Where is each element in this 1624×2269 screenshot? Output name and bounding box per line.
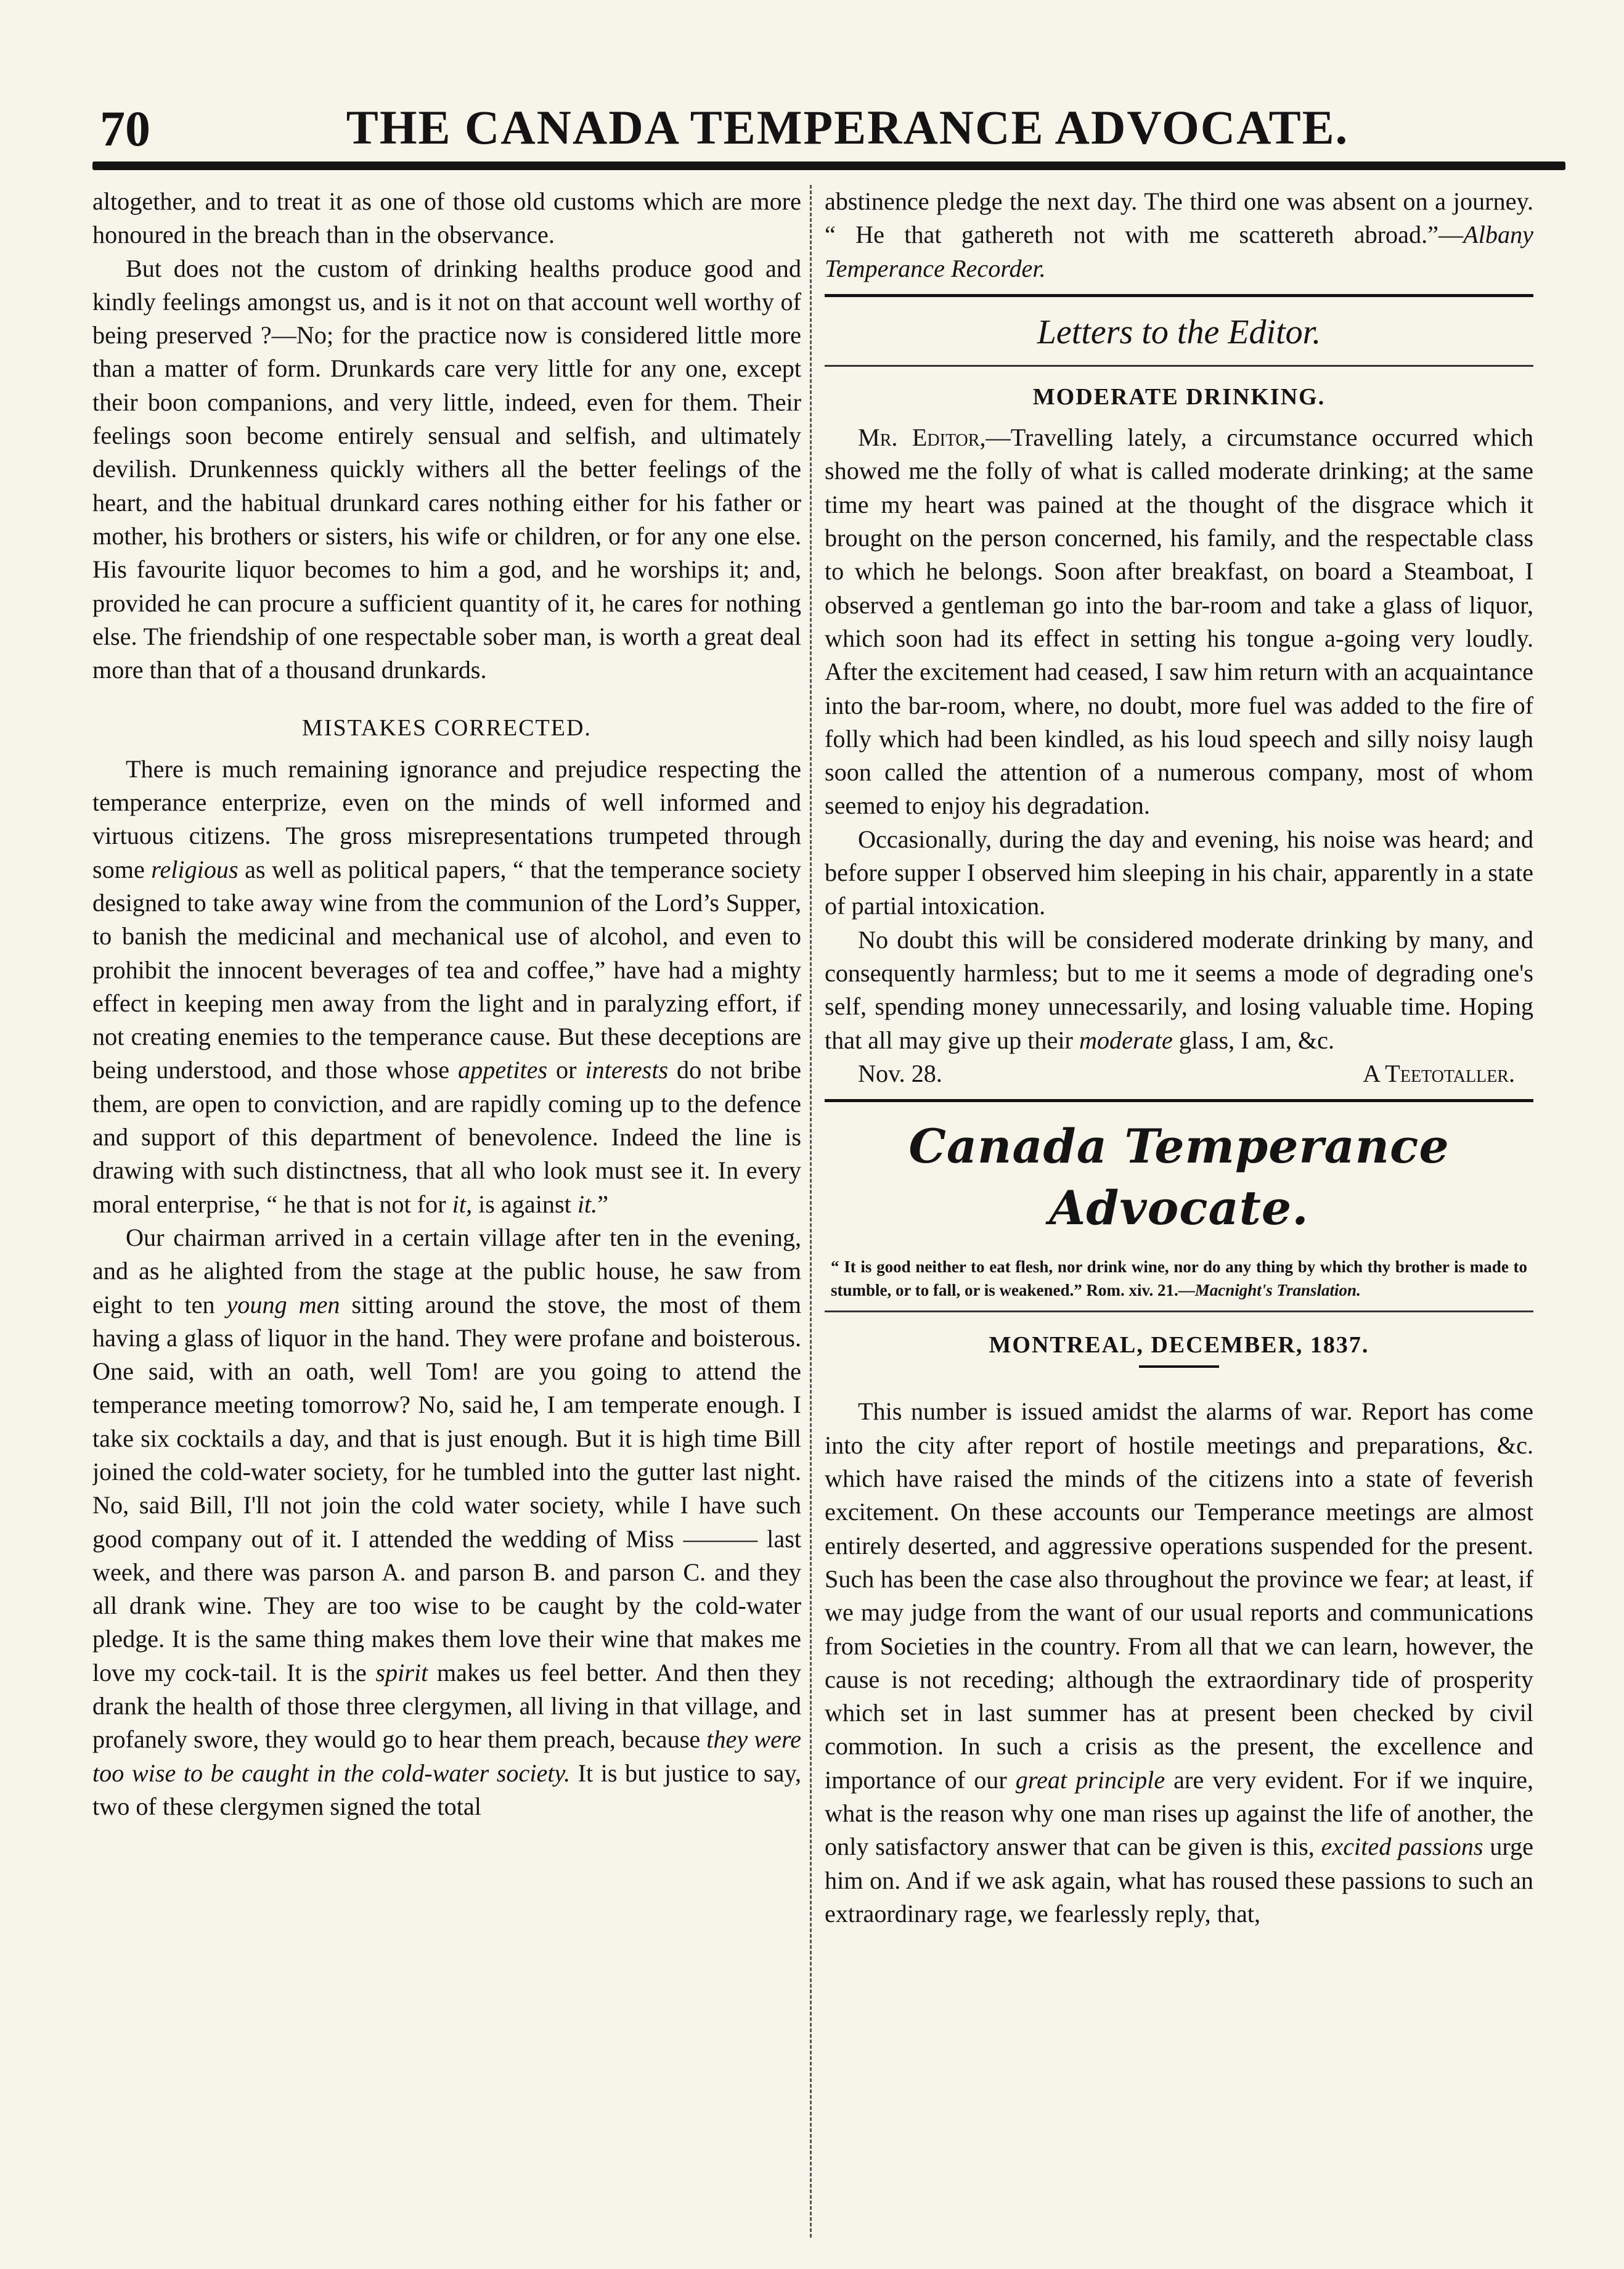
nameplate: Canada Temperance Advocate.	[908, 1119, 1450, 1236]
motto: “ It is good neither to eat flesh, nor drink wine, nor do any thing by which thy brother is made to stumble, or to fall, or is weakened.” Rom. xiv. 21.—Macnight's Translation.	[831, 1257, 1527, 1300]
paragraph: But does not the custom of drinking healths produce good and kindly feelings amongst us, and is it not on that account well worthy of being preserved ?—No; for the practice now is considered little more than a matter of form. Drunkards care very little for any one, except their boon companions, and very little, indeed, even for them. Their feelings soon become entirely sensual and selfish, and ultimately devilish. Drunkenness quickly withers all the better feelings of the heart, and the habitual drunkard cares nothing either for his father or mother, his brothers or sisters, his wife or children, or for any one else. His favourite liquor becomes to him a god, and he worships it; and, provided he can procure a sufficient quantity of it, he cares for nothing else. The friendship of one respectable sober man, is worth a great deal more than that of a thousand drunkards.	[92, 254, 801, 684]
letters-heading: Letters to the Editor.	[1037, 313, 1321, 351]
header-rule	[92, 161, 1565, 170]
paragraph: There is much remaining ignorance and prejudice respecting the temperance enterprize, even on the minds of well informed and virtuous citizens. The gross misrepresentations trumpeted through some religious as well as political papers, “ that the temperance society designed to take away wine from the communion of the Lord’s Supper, to banish the medicinal and mechanical use of alcohol, and even to prohibit the innocent beverages of tea and coffee,” have had a mighty effect in keeping men away from the light and in paralyzing effort, if not creating enemies to the temperance cause. But these deceptions are being understood, and those whose appetites or interests do not bribe them, are open to conviction, and are rapidly coming up to the defence and support of this department of benevolence. Indeed the line is drawing with such distinctness, that all who look must see it. In every moral enterprise, “ he that is not for it, is against it.”	[92, 754, 801, 1218]
page-header	[92, 92, 1565, 160]
letter-paragraph: Occasionally, during the day and evening, his noise was heard; and before supper I observed him sleeping in his chair, apparently in a state of partial intoxication.	[825, 825, 1533, 920]
section-rule	[825, 365, 1533, 367]
letter-signoff	[825, 1057, 1533, 1090]
paragraph: abstinence pledge the next day. The third one was absent on a journey. “ He that gathereth not with me scattereth abroad.”—Albany Temperance Recorder.	[825, 187, 1533, 282]
paragraph: Our chairman arrived in a certain village after ten in the evening, and as he alighted from the stage at the public house, he saw from eight to ten young men sitting around the stove, the most of them having a glass of liquor in the hand. They were profane and boisterous. One said, with an oath, well Tom! are you going to attend the temperance meeting tomorrow? No, said he, I am temperate enough. I take six cocktails a day, and that is just enough. But it is high time Bill joined the cold-water society, for he tumbled into the gutter last night. No, said Bill, I'll not join the cold water society, while I have such good company out of it. I attended the wedding of Miss ——— last week, and there was parson A. and parson B. and parson C. and they all drank wine. They are too wise to be caught by the cold-water pledge. It is the same thing makes them love their wine that makes me love my cock-tail. It is the spirit makes us feel better. And then they drank the health of those three clergymen, all living in that village, and profanely swore, they would go to hear them preach, because they were too wise to be caught in the cold-water society. It is but justice to say, two of these clergymen signed the total	[92, 1223, 801, 1820]
section-rule	[825, 1310, 1533, 1312]
letter-date: Nov. 28.	[858, 1059, 942, 1087]
section-rule	[825, 294, 1533, 297]
section-heading-moderate-drinking: MODERATE DRINKING.	[1032, 383, 1326, 410]
dateline: MONTREAL, DECEMBER, 1837.	[989, 1332, 1369, 1359]
letter-signature: A Teetotaller.	[1363, 1059, 1515, 1087]
letter-paragraph: Mr. Editor,—Travelling lately, a circumstance occurred which showed me the folly of what is called moderate drinking; at the same time my heart was pained at the thought of the disgrace which it brought on the person concerned, his family, and the respectable class to which he belongs. Soon after breakfast, on board a Steamboat, I observed a gentleman go into the bar-room and take a glass of liquor, which soon had its effect in setting his tongue a-going very loudly. After the excitement had ceased, I saw him return with an acquaintance into the bar-room, where, no doubt, more fuel was added to the fire of folly which had been kindled, as his loud speech and silly noisy laugh soon called the attention of a numerous company, most of whom seemed to enjoy his degradation.	[825, 423, 1533, 820]
editorial-paragraph: This number is issued amidst the alarms of war. Report has come into the city after report of hostile meetings and preparations, &c. which have raised the minds of the citizens into a state of feverish excitement. On these accounts our Temperance meetings are almost entirely deserted, and aggressive operations suspended for the present. Such has been the case also throughout the province we fear; at least, if we may judge from the want of our usual reports and communications from Societies in the country. From all that we can learn, however, the cause is not receding; although the extraordinary tide of prosperity which set in last summer has at present been checked by civil commotion. In such a crisis as the present, the excellence and importance of our great principle are very evident. For if we inquire, what is the reason why one man rises up against the life of another, the only satisfactory answer that can be given is this, excited passions urge him on. And if we ask again, what has roused these passions to such an extraordinary rage, we fearlessly reply, that,	[825, 1397, 1533, 1928]
page-number: 70	[100, 100, 150, 157]
section-heading-mistakes: MISTAKES CORRECTED.	[302, 715, 592, 742]
column-divider	[810, 185, 812, 2238]
letter-paragraph: No doubt this will be considered moderate drinking by many, and consequently harmless; but to me it seems a mode of degrading one's self, spending money unnecessarily, and losing valuable time. Hoping that all may give up their moderate glass, I am, &c.	[825, 925, 1533, 1054]
section-rule	[825, 1099, 1533, 1102]
right-column	[825, 185, 1533, 2244]
paragraph: altogether, and to treat it as one of those old customs which are more honoured in the breach than in the observance.	[92, 187, 801, 249]
dateline-rule	[1139, 1365, 1219, 1368]
left-column	[92, 185, 801, 2244]
running-title: THE CANADA TEMPERANCE ADVOCATE.	[346, 100, 1349, 154]
